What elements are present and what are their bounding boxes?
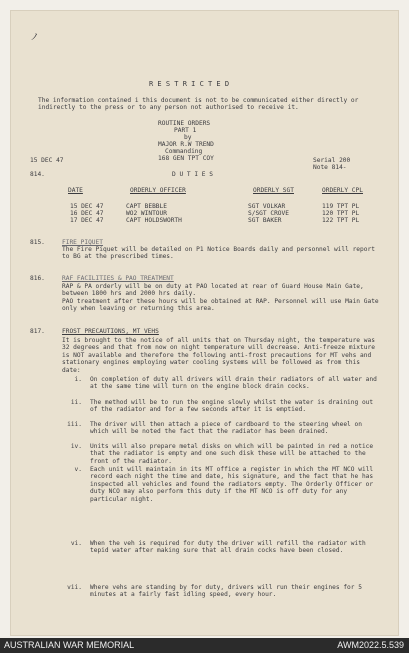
s817-item-number: vi. <box>70 540 82 547</box>
s817-intro: It is brought to the notice of all units that on Thursday night, the temperature was 32 degrees and that from now on night temperature will decrease. Anti-freeze mixture is NOT available and therefore the following anti-frost precautions for MT vehs and stationary engines employing water cooling systems will be followed as from this date: <box>62 337 375 374</box>
s817-number: 817. <box>30 328 45 335</box>
s817-item-text: Where vehs are standing by for duty, drivers will run their engines for 5 minutes at a fairly fast idling speed, every hour. <box>90 584 362 599</box>
s817-item-text: When the veh is required for duty the driver will refill the radiator with tepid water after making sure that all drain cocks have been closed. <box>90 540 366 555</box>
s816-title: RAF FACILITIES & PAO TREATMENT <box>62 275 174 282</box>
table-row-sgt: S/SGT CROVE <box>248 210 289 217</box>
duties-header-sgt: ORDERLY SGT <box>253 187 294 194</box>
s817-item-number: i. <box>74 376 82 383</box>
s816-number: 816. <box>30 275 45 282</box>
orders-officer: MAJOR R.W TREND <box>158 141 214 148</box>
s815-title: FIRE PIQUET <box>62 239 103 246</box>
s815-number: 815. <box>30 239 45 246</box>
s817-item-number: ii. <box>70 399 82 406</box>
table-row-cpl: 119 TPT PL <box>322 203 360 210</box>
orders-commanding: Commanding <box>165 148 203 155</box>
orders-unit: 168 GEN TPT COY <box>158 155 214 162</box>
footer-institution: AUSTRALIAN WAR MEMORIAL <box>4 640 135 650</box>
table-row-officer: CAPT BEBBLE <box>126 203 167 210</box>
orders-part: PART 1 <box>174 127 197 134</box>
duties-header-officer: ORDERLY OFFICER <box>130 187 186 194</box>
intro-paragraph: The information contained i this document is not to be communicated either directly or indirectly to the press or to any person not authorised to receive it. <box>38 97 359 112</box>
s817-item-number: iv. <box>70 443 82 450</box>
s817-item-number: vii. <box>67 584 82 591</box>
restricted-heading: R E S T R I C T E D <box>149 80 230 88</box>
orders-title: ROUTINE ORDERS <box>158 120 211 127</box>
document-page <box>10 10 399 636</box>
s817-item-number: iii. <box>67 421 82 428</box>
s817-item-number: v. <box>74 466 82 473</box>
duties-header-date: DATE <box>68 187 83 194</box>
s816-paragraph-1: RAP & PA orderly will be on duty at PAO located at rear of Guard House Main Gate, between 1800 hrs and 2000 hrs daily. <box>62 283 364 298</box>
s815-text: The Fire Piquet will be detailed on P1 Notice Boards daily and personnel will report to BG at the prescribed times. <box>62 246 375 261</box>
s816-paragraph-2: PAO treatment after these hours will be obtained at RAP. Personnel will use Main Gate only when leaving or returning this area. <box>62 298 379 313</box>
orders-serial: Serial 200 <box>313 157 351 164</box>
duties-title: D U T I E S <box>172 171 213 178</box>
s817-item-text: Each unit will maintain in its MT office a register in which the MT NCO will record each night the time and date, his signature, and the fact that he has inspected all vehicles and found the radiators empty. The Orderly Officer or duty NCO may also perform this duty if the MT NCO is off duty for any particular night. <box>90 466 374 503</box>
table-row-date: 17 DEC 47 <box>70 217 104 224</box>
table-row-officer: WO2 WINTOUR <box>126 210 167 217</box>
s817-item-text: Units will also prepare metal disks on which will be painted in red a notice that the radiator is empty and one such disk these will be attached to the front of the radiator. <box>90 443 374 465</box>
footer-accession-number: AWM2022.5.539 <box>337 640 404 650</box>
table-row-date: 16 DEC 47 <box>70 210 104 217</box>
s817-item-text: On completion of duty all drivers will drain their radiators of all water and at the same time will turn on the engine block drain cocks. <box>90 376 377 391</box>
orders-date: 15 DEC 47 <box>30 157 64 164</box>
footer-bar <box>0 638 409 653</box>
table-row-cpl: 122 TPT PL <box>322 217 360 224</box>
table-row-officer: CAPT HOLDSWORTH <box>126 217 182 224</box>
table-row-sgt: SGT VOLKAR <box>248 203 286 210</box>
orders-by: by <box>184 134 192 141</box>
orders-note: Note 814- <box>313 164 347 171</box>
s817-item-text: The driver will then attach a piece of cardboard to the steering wheel on which will be noted the fact that the radiator has been drained. <box>90 421 362 436</box>
corner-mark: ノ <box>30 33 40 43</box>
s817-title: FROST PRECAUTIONS, MT VEHS <box>62 328 159 335</box>
duties-number: 814. <box>30 171 45 178</box>
duties-header-cpl: ORDERLY CPL <box>322 187 363 194</box>
table-row-cpl: 120 TPT PL <box>322 210 360 217</box>
table-row-date: 15 DEC 47 <box>70 203 104 210</box>
table-row-sgt: SGT BAKER <box>248 217 282 224</box>
s817-item-text: The method will be to run the engine slowly whilst the water is draining out of the radiator and for a few seconds after it is emptied. <box>90 399 374 414</box>
